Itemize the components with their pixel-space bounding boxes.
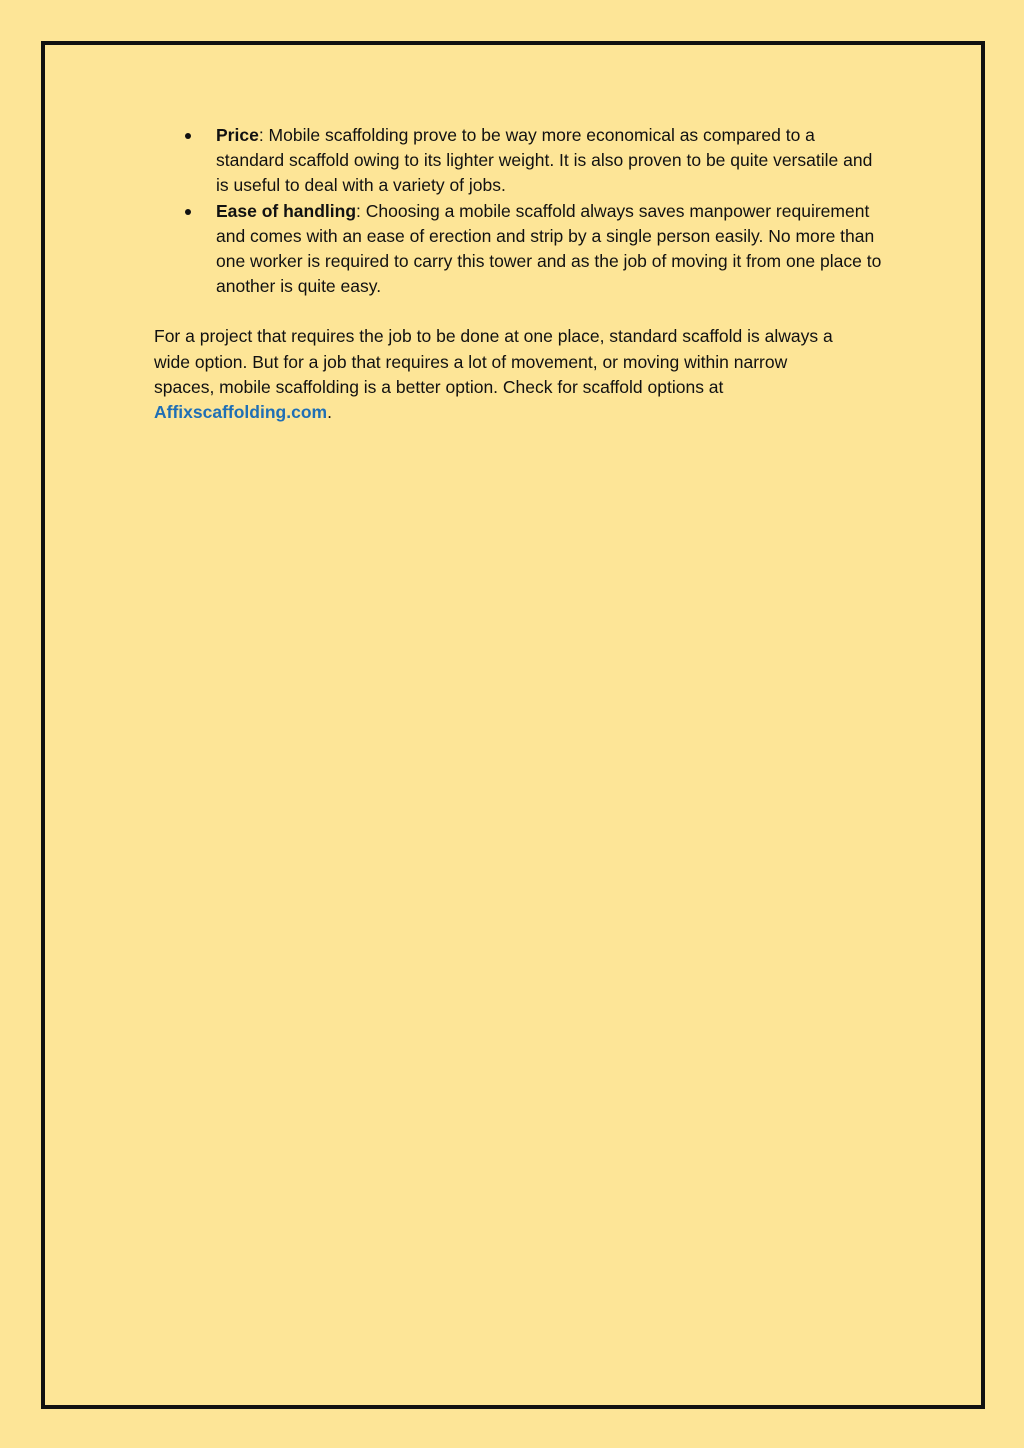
closing-period: . [327,402,332,423]
document-body [154,123,884,425]
closing-paragraph [154,324,884,425]
bullet-icon [185,133,191,139]
feature-list [154,123,884,299]
bullet-separator: : [356,200,361,221]
affix-scaffolding-link[interactable]: Affixscaffolding.com [154,402,328,423]
bullet-text: Choosing a mobile scaffold always saves manpower requirement and comes with an ease of erection and strip by a single person easily. No more than one worker is required to carry this tower and as the job of moving it from one place to another is quite easy. [216,200,882,297]
list-item-ease-of-handling [154,199,884,300]
bullet-term: Price [216,125,259,145]
bullet-icon [185,209,191,215]
closing-text: For a project that requires the job to be done at one place, standard scaffold is always a wide option. But for a job that requires a lot of movement, or moving within narrow spaces, mobile scaffolding is a better option. Check for scaffold options at [154,326,833,397]
bullet-text: Mobile scaffolding prove to be way more economical as compared to a standard scaffold owing to its lighter weight. It is also proven to be quite versatile and is useful to deal with a variety of jobs. [216,125,873,196]
bullet-term: Ease of handling [216,200,357,221]
list-item-price [154,123,884,199]
bullet-separator: : [258,125,264,145]
